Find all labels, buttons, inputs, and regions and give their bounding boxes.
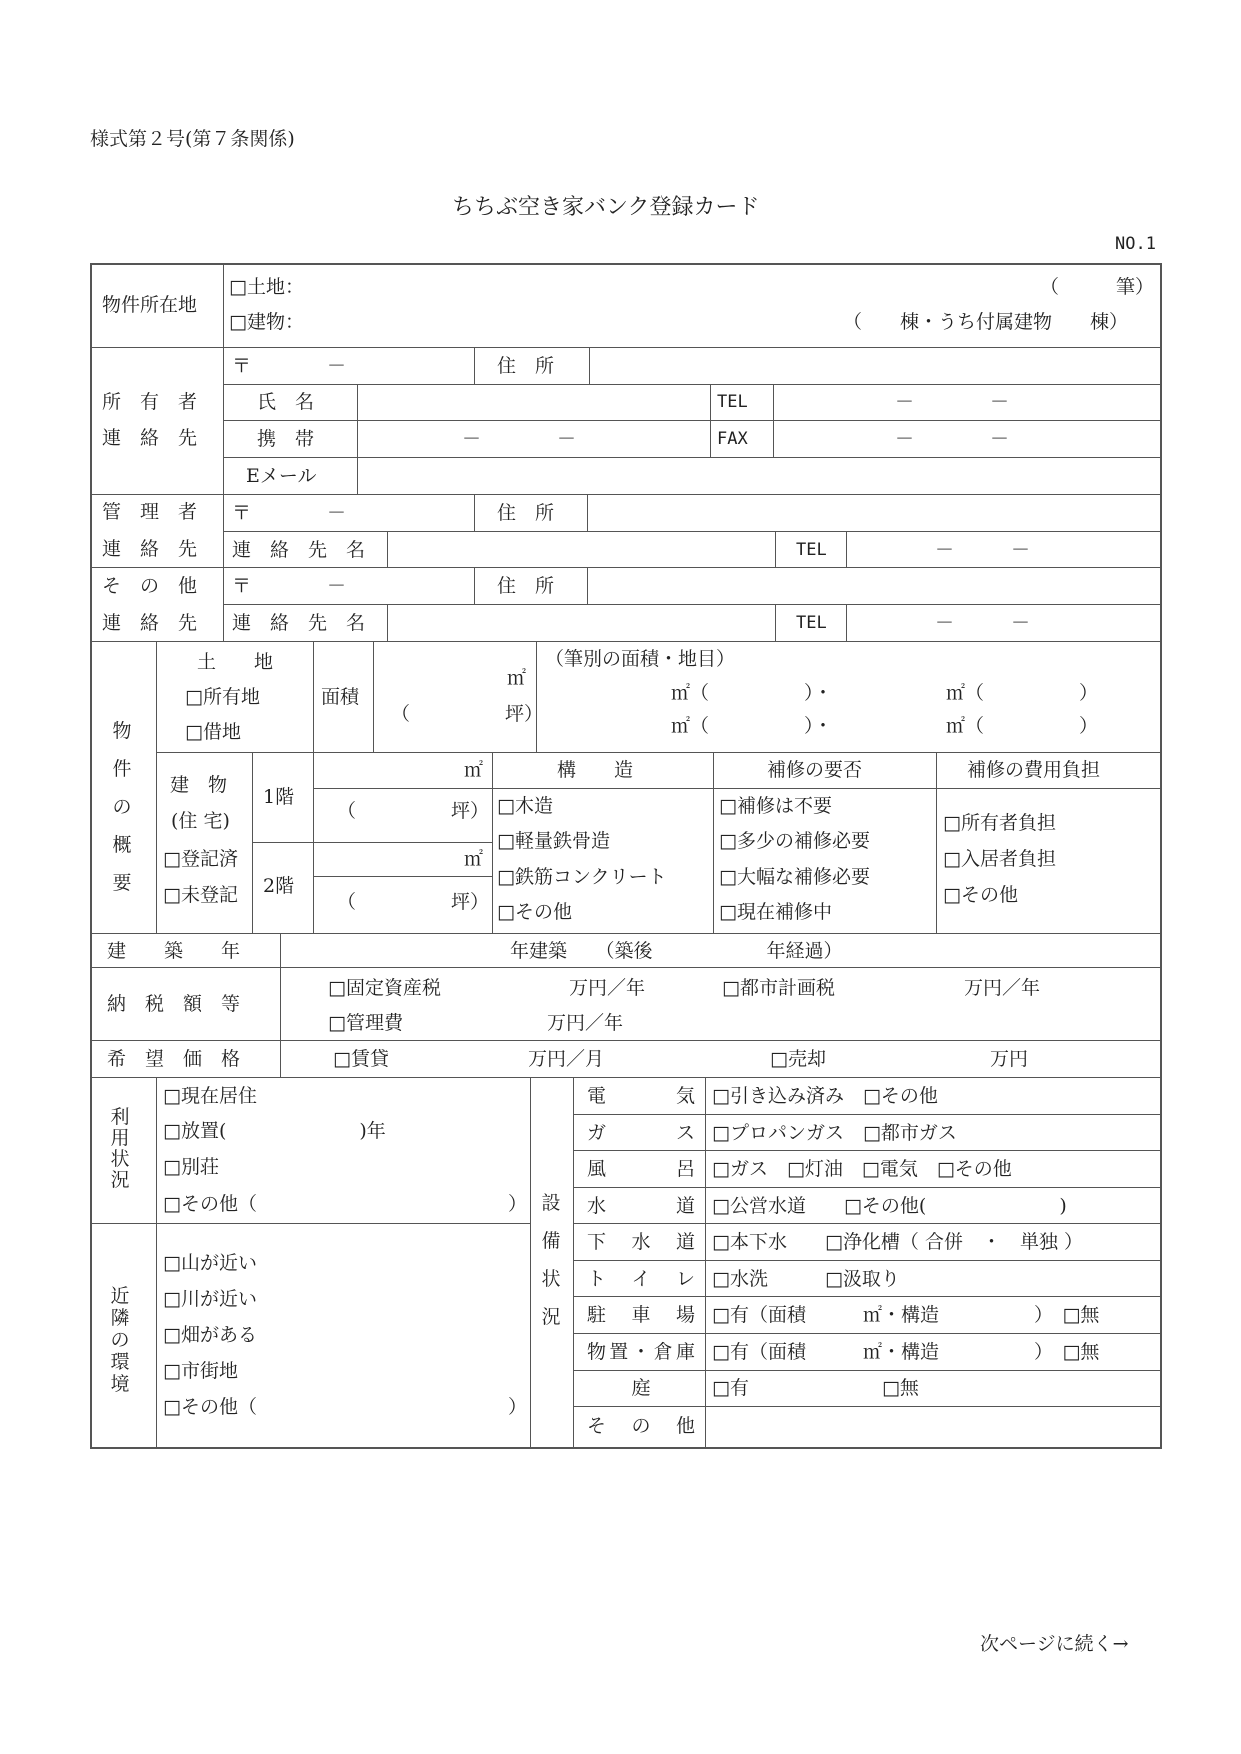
- manager-contact-name-label: 連 絡 先 名: [232, 539, 366, 561]
- fixed-asset-tax-unit: 万円／年: [569, 977, 646, 999]
- land-parcel-count: （ 筆）: [1040, 276, 1155, 298]
- facilities-label: 設 備 状 況: [541, 1192, 561, 1328]
- sale-checkbox[interactable]: □売却: [770, 1048, 826, 1070]
- usage-villa-checkbox[interactable]: □別荘: [163, 1156, 219, 1178]
- sale-unit: 万円: [990, 1048, 1029, 1070]
- usage-other-checkbox[interactable]: □その他（: [163, 1193, 257, 1215]
- facility-sewer-options[interactable]: □本下水 □浄化槽（ 合併 ・ 単独 ）: [712, 1231, 1083, 1253]
- facility-bath-options[interactable]: □ガス □灯油 □電気 □その他: [712, 1158, 1012, 1180]
- registered-checkbox[interactable]: □登記済: [163, 848, 238, 870]
- fixed-asset-tax-checkbox[interactable]: □固定資産税: [328, 977, 441, 999]
- parcel-title: （筆別の面積・地目）: [545, 648, 736, 670]
- owner-postal: 〒 －: [232, 355, 347, 377]
- repair-unneeded-checkbox[interactable]: □補修は不要: [719, 795, 832, 817]
- repair-in-progress-checkbox[interactable]: □現在補修中: [719, 901, 832, 923]
- owner-mobile-value: － －: [462, 428, 577, 450]
- rent-unit: 万円／月: [528, 1048, 605, 1070]
- manager-postal: 〒 －: [232, 502, 347, 524]
- location-label: 物件所在地: [102, 294, 198, 316]
- near-river-checkbox[interactable]: □川が近い: [163, 1288, 257, 1310]
- parcel-row2-a: ㎡（ ）・: [671, 715, 833, 737]
- management-fee-unit: 万円／年: [547, 1012, 624, 1034]
- facility-bath-label: 風 呂: [587, 1158, 695, 1180]
- owner-contact-label: 連 絡 先: [102, 427, 198, 449]
- manager-label: 管 理 者: [102, 501, 198, 523]
- neighborhood-other-checkbox[interactable]: □その他（: [163, 1396, 257, 1418]
- floor1-sqm-unit: ㎡: [464, 759, 484, 781]
- other-tel-value: － －: [935, 612, 1031, 634]
- floor1-label: 1階: [263, 786, 295, 808]
- built-year-label: 建 築 年: [107, 940, 241, 962]
- facility-parking-label: 駐 車 場: [587, 1304, 695, 1326]
- built-year-value: 年建築 （築後 年経過）: [510, 940, 843, 962]
- facility-water-label: 水 道: [587, 1195, 695, 1217]
- near-mountain-checkbox[interactable]: □山が近い: [163, 1252, 257, 1274]
- other-tel-label: TEL: [796, 613, 827, 633]
- usage-other-close: ）: [508, 1193, 528, 1215]
- card-number: NO.1: [1115, 234, 1156, 254]
- land-owned-checkbox[interactable]: □所有地: [185, 686, 260, 708]
- owner-name-label: 氏 名: [257, 391, 315, 413]
- land-area-label: 面積: [321, 686, 360, 708]
- facility-water-options[interactable]: □公営水道 □その他( ): [712, 1195, 1067, 1217]
- price-label: 希 望 価 格: [107, 1048, 241, 1070]
- manager-contact-label: 連 絡 先: [102, 538, 198, 560]
- cost-other-checkbox[interactable]: □その他: [943, 884, 1018, 906]
- management-fee-checkbox[interactable]: □管理費: [328, 1012, 403, 1034]
- facility-storage-label: 物置・倉庫: [587, 1341, 695, 1363]
- building-title: 建 物: [170, 774, 228, 796]
- facility-other-label: そ の 他: [587, 1415, 695, 1437]
- other-contact-label-2: 連 絡 先: [102, 612, 198, 634]
- rent-checkbox[interactable]: □賃貸: [333, 1048, 389, 1070]
- usage-label: 利 用 状 況: [110, 1106, 130, 1191]
- facility-toilet-label: ト イ レ: [587, 1268, 695, 1290]
- owner-fax-label: FAX: [717, 429, 748, 449]
- other-postal: 〒 －: [232, 575, 347, 597]
- neighborhood-label: 近 隣 の 環 境: [110, 1285, 130, 1395]
- usage-vacant-checkbox[interactable]: □放置( )年: [163, 1120, 386, 1142]
- repair-minor-checkbox[interactable]: □多少の補修必要: [719, 830, 870, 852]
- floor2-sqm-unit: ㎡: [464, 848, 484, 870]
- structure-rc-checkbox[interactable]: □鉄筋コンクリート: [497, 866, 667, 888]
- facility-parking-options[interactable]: □有（面積 ㎡・構造 ） □無: [712, 1304, 1100, 1326]
- manager-tel-label: TEL: [796, 540, 827, 560]
- building-subtitle: (住 宅): [171, 810, 230, 832]
- land-sqm-unit: ㎡: [507, 667, 527, 689]
- urban-area-checkbox[interactable]: □市街地: [163, 1360, 238, 1382]
- land-checkbox[interactable]: □土地：: [229, 276, 304, 298]
- city-planning-tax-unit: 万円／年: [964, 977, 1041, 999]
- structure-wood-checkbox[interactable]: □木造: [497, 795, 553, 817]
- usage-residing-checkbox[interactable]: □現在居住: [163, 1085, 257, 1107]
- unregistered-checkbox[interactable]: □未登記: [163, 884, 238, 906]
- structure-header: 構 造: [557, 759, 634, 781]
- facility-storage-options[interactable]: □有（面積 ㎡・構造 ） □無: [712, 1341, 1100, 1363]
- neighborhood-other-close: ）: [508, 1396, 528, 1418]
- owner-label: 所 有 者: [102, 391, 198, 413]
- facility-garden-options[interactable]: □有 □無: [712, 1377, 919, 1399]
- manager-address-label: 住 所: [497, 502, 555, 524]
- city-planning-tax-checkbox[interactable]: □都市計画税: [722, 977, 835, 999]
- near-farm-checkbox[interactable]: □畑がある: [163, 1324, 257, 1346]
- tax-label: 納 税 額 等: [107, 993, 241, 1015]
- facility-electricity-label: 電 気: [587, 1085, 695, 1107]
- floor2-tsubo: （ 坪）: [337, 891, 490, 913]
- land-leased-checkbox[interactable]: □借地: [185, 721, 241, 743]
- facility-gas-options[interactable]: □プロパンガス □都市ガス: [712, 1122, 957, 1144]
- facility-sewer-label: 下 水 道: [587, 1231, 695, 1253]
- other-address-label: 住 所: [497, 575, 555, 597]
- other-contact-label: そ の 他: [102, 575, 198, 597]
- repair-cost-header: 補修の費用負担: [967, 759, 1101, 781]
- facility-garden-label: 庭: [631, 1377, 651, 1399]
- floor2-label: 2階: [263, 875, 295, 897]
- repair-major-checkbox[interactable]: □大幅な補修必要: [719, 866, 870, 888]
- facility-electricity-options[interactable]: □引き込み済み □その他: [712, 1085, 938, 1107]
- cost-tenant-checkbox[interactable]: □入居者負担: [943, 848, 1056, 870]
- floor1-tsubo: （ 坪）: [337, 800, 490, 822]
- land-title: 土 地: [197, 651, 274, 673]
- owner-tel-value: － －: [895, 391, 1010, 413]
- building-checkbox[interactable]: □建物：: [229, 311, 304, 333]
- next-page-note: 次ページに続く→: [980, 1633, 1129, 1655]
- form-number: 様式第２号(第７条関係): [90, 128, 295, 150]
- owner-mobile-label: 携 帯: [257, 428, 315, 450]
- owner-email-label: Eメール: [246, 465, 317, 487]
- manager-tel-value: － －: [935, 539, 1031, 561]
- structure-light-steel-checkbox[interactable]: □軽量鉄骨造: [497, 830, 610, 852]
- parcel-row1-a: ㎡（ ）・: [671, 682, 833, 704]
- land-tsubo: （ 坪）: [391, 703, 544, 725]
- facility-toilet-options[interactable]: □水洗 □汲取り: [712, 1268, 900, 1290]
- page-title: ちちぶ空き家バンク登録カード: [452, 195, 760, 220]
- owner-tel-label: TEL: [717, 392, 748, 412]
- parcel-row2-b: ㎡（ ）: [946, 715, 1099, 737]
- owner-fax-value: － －: [895, 428, 1010, 450]
- building-count: （ 棟・うち付属建物 棟）: [843, 311, 1129, 333]
- parcel-row1-b: ㎡（ ）: [946, 682, 1099, 704]
- structure-other-checkbox[interactable]: □その他: [497, 901, 572, 923]
- owner-address-label: 住 所: [497, 355, 555, 377]
- repair-header: 補修の要否: [767, 759, 863, 781]
- property-summary-label: 物 件 の 概 要: [112, 720, 132, 894]
- cost-owner-checkbox[interactable]: □所有者負担: [943, 812, 1056, 834]
- other-contact-name-label: 連 絡 先 名: [232, 612, 366, 634]
- facility-gas-label: ガ ス: [587, 1122, 695, 1144]
